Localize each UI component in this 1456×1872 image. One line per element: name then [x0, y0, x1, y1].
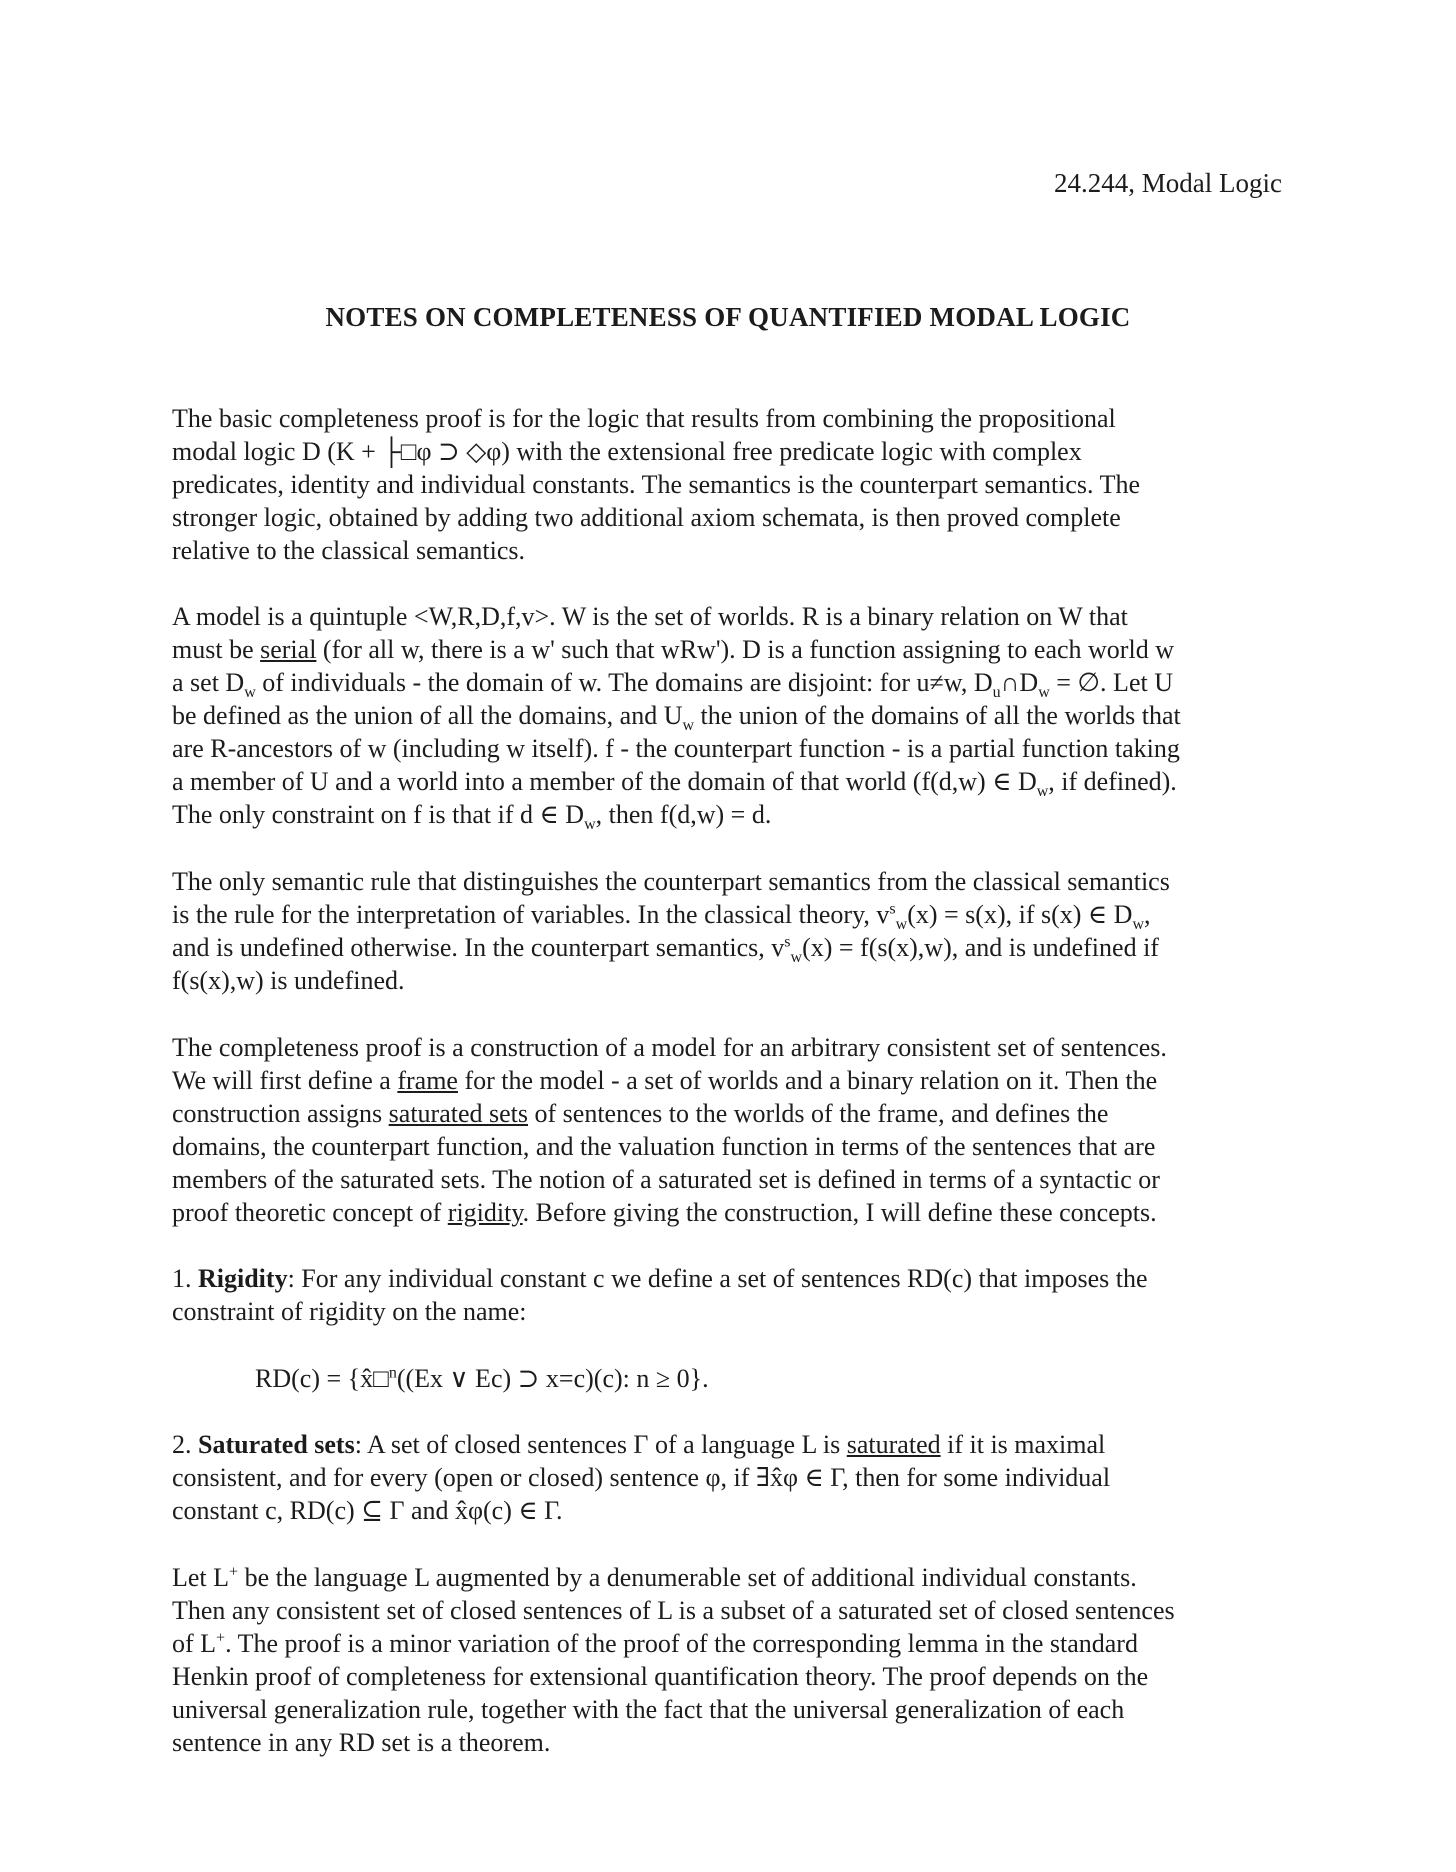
term-rigidity: rigidity [447, 1198, 523, 1227]
term-serial: serial [260, 635, 317, 664]
text-line: 1. Rigidity: For any individual constant c we define a set of sentences RD(c) that imposes the [172, 1264, 1148, 1293]
text-line: construction assigns saturated sets of sentences to the worlds of the frame, and defines the [172, 1099, 1109, 1128]
term-saturated-sets: saturated sets [388, 1099, 528, 1128]
text-line: A model is a quintuple <W,R,D,f,v>. W is the set of worlds. R is a binary relation on W that [172, 602, 1128, 631]
term-frame: frame [397, 1066, 458, 1095]
term-saturated: saturated [846, 1430, 941, 1459]
text-line: domains, the counterpart function, and the valuation function in terms of the sentences that are [172, 1132, 1156, 1161]
paragraph-language-extension [172, 1561, 1287, 1759]
text-line: Let L+ be the language L augmented by a denumerable set of additional individual constants. [172, 1563, 1137, 1592]
text-line: and is undefined otherwise. In the counterpart semantics, $v^s_w(x) = f(s(x),w)$, and is undefined if [172, 933, 1159, 967]
heading-rigidity: Rigidity [198, 1264, 288, 1293]
text-line: The only semantic rule that distinguishes the counterpart semantics from the classical semantics [172, 867, 1170, 896]
text-line: stronger logic, obtained by adding two additional axiom schemata, is then proved complete [172, 503, 1121, 532]
course-header: 24.244, Modal Logic [1054, 168, 1282, 198]
rd-formula: RD(c) = {x̂□$^n$((Ex ∨ Ec) ⊃ x=c)(c): n ≥ 0}. [255, 1364, 709, 1393]
text-line: must be serial (for all w, there is a w' such that wRw'). D is a function assigning to each world w [172, 635, 1174, 664]
text-line: consistent, and for every (open or closed) sentence φ, if ∃x̂φ ∈ Γ, then for some individual [172, 1463, 1111, 1492]
document-title: NOTES ON COMPLETENESS OF QUANTIFIED MODAL LOGIC [325, 302, 1131, 332]
paragraph-saturated-sets [172, 1428, 1287, 1527]
text-line: predicates, identity and individual constants. The semantics is the counterpart semantics. The [172, 470, 1141, 499]
text-line: members of the saturated sets. The notion of a saturated set is defined in terms of a syntactic or [172, 1165, 1160, 1194]
text-line: Then any consistent set of closed sentences of L is a subset of a saturated set of closed sentences [172, 1596, 1175, 1625]
text-line: constant c, RD(c) ⊆ Γ and x̂φ(c) ∈ Γ. [172, 1496, 563, 1525]
heading-saturated-sets: Saturated sets [198, 1430, 355, 1459]
text-line: Henkin proof of completeness for extensional quantification theory. The proof depends on the [172, 1662, 1149, 1691]
text-line: universal generalization rule, together with the fact that the universal generalization of each [172, 1695, 1125, 1724]
text-line: is the rule for the interpretation of variables. In the classical theory, $v^s_w(x) = s(x)$, if s(x) ∈ $D_w$, [172, 900, 1151, 934]
text-line: modal logic D (K + ├□φ ⊃ ◇φ) with the extensional free predicate logic with complex [172, 437, 1082, 466]
text-line: The only constraint on f is that if d ∈ $D_w$, then f(d,w) = d. [172, 800, 772, 834]
text-line: a set $D_w$ of individuals - the domain of w. The domains are disjoint: for u≠w, $D_u\cap D_w$ = ∅. Let U [172, 668, 1173, 702]
text-line: The basic completeness proof is for the logic that results from combining the propositional [172, 404, 1116, 433]
paragraph-proof-construction [172, 1031, 1287, 1229]
paragraph-model [172, 600, 1287, 834]
text-line: be defined as the union of all the domains, and $U_w$ the union of the domains of all the worlds that [172, 701, 1181, 735]
text-line: The completeness proof is a construction of a model for an arbitrary consistent set of sentences. [172, 1033, 1167, 1062]
text-line: We will first define a frame for the model - a set of worlds and a binary relation on it. Then the [172, 1066, 1158, 1095]
paragraph-intro [172, 402, 1287, 567]
text-line: f(s(x),w) is undefined. [172, 966, 405, 995]
paragraph-rigidity [172, 1262, 1287, 1328]
text-line: a member of U and a world into a member of the domain of that world (f(d,w) ∈ $D_w$, if defined). [172, 767, 1177, 801]
text-line: proof theoretic concept of rigidity. Before giving the construction, I will define these concepts. [172, 1198, 1157, 1227]
text-line: sentence in any RD set is a theorem. [172, 1728, 551, 1757]
text-line: constraint of rigidity on the name: [172, 1297, 527, 1326]
paragraph-semantic-rule [172, 865, 1287, 997]
text-line: are R-ancestors of w (including w itself). f - the counterpart function - is a partial function taking [172, 734, 1180, 763]
text-line: relative to the classical semantics. [172, 536, 526, 565]
text-line: of L+. The proof is a minor variation of the proof of the corresponding lemma in the standard [172, 1629, 1138, 1658]
text-line: 2. Saturated sets: A set of closed sentences Γ of a language L is saturated if it is maximal [172, 1430, 1106, 1459]
